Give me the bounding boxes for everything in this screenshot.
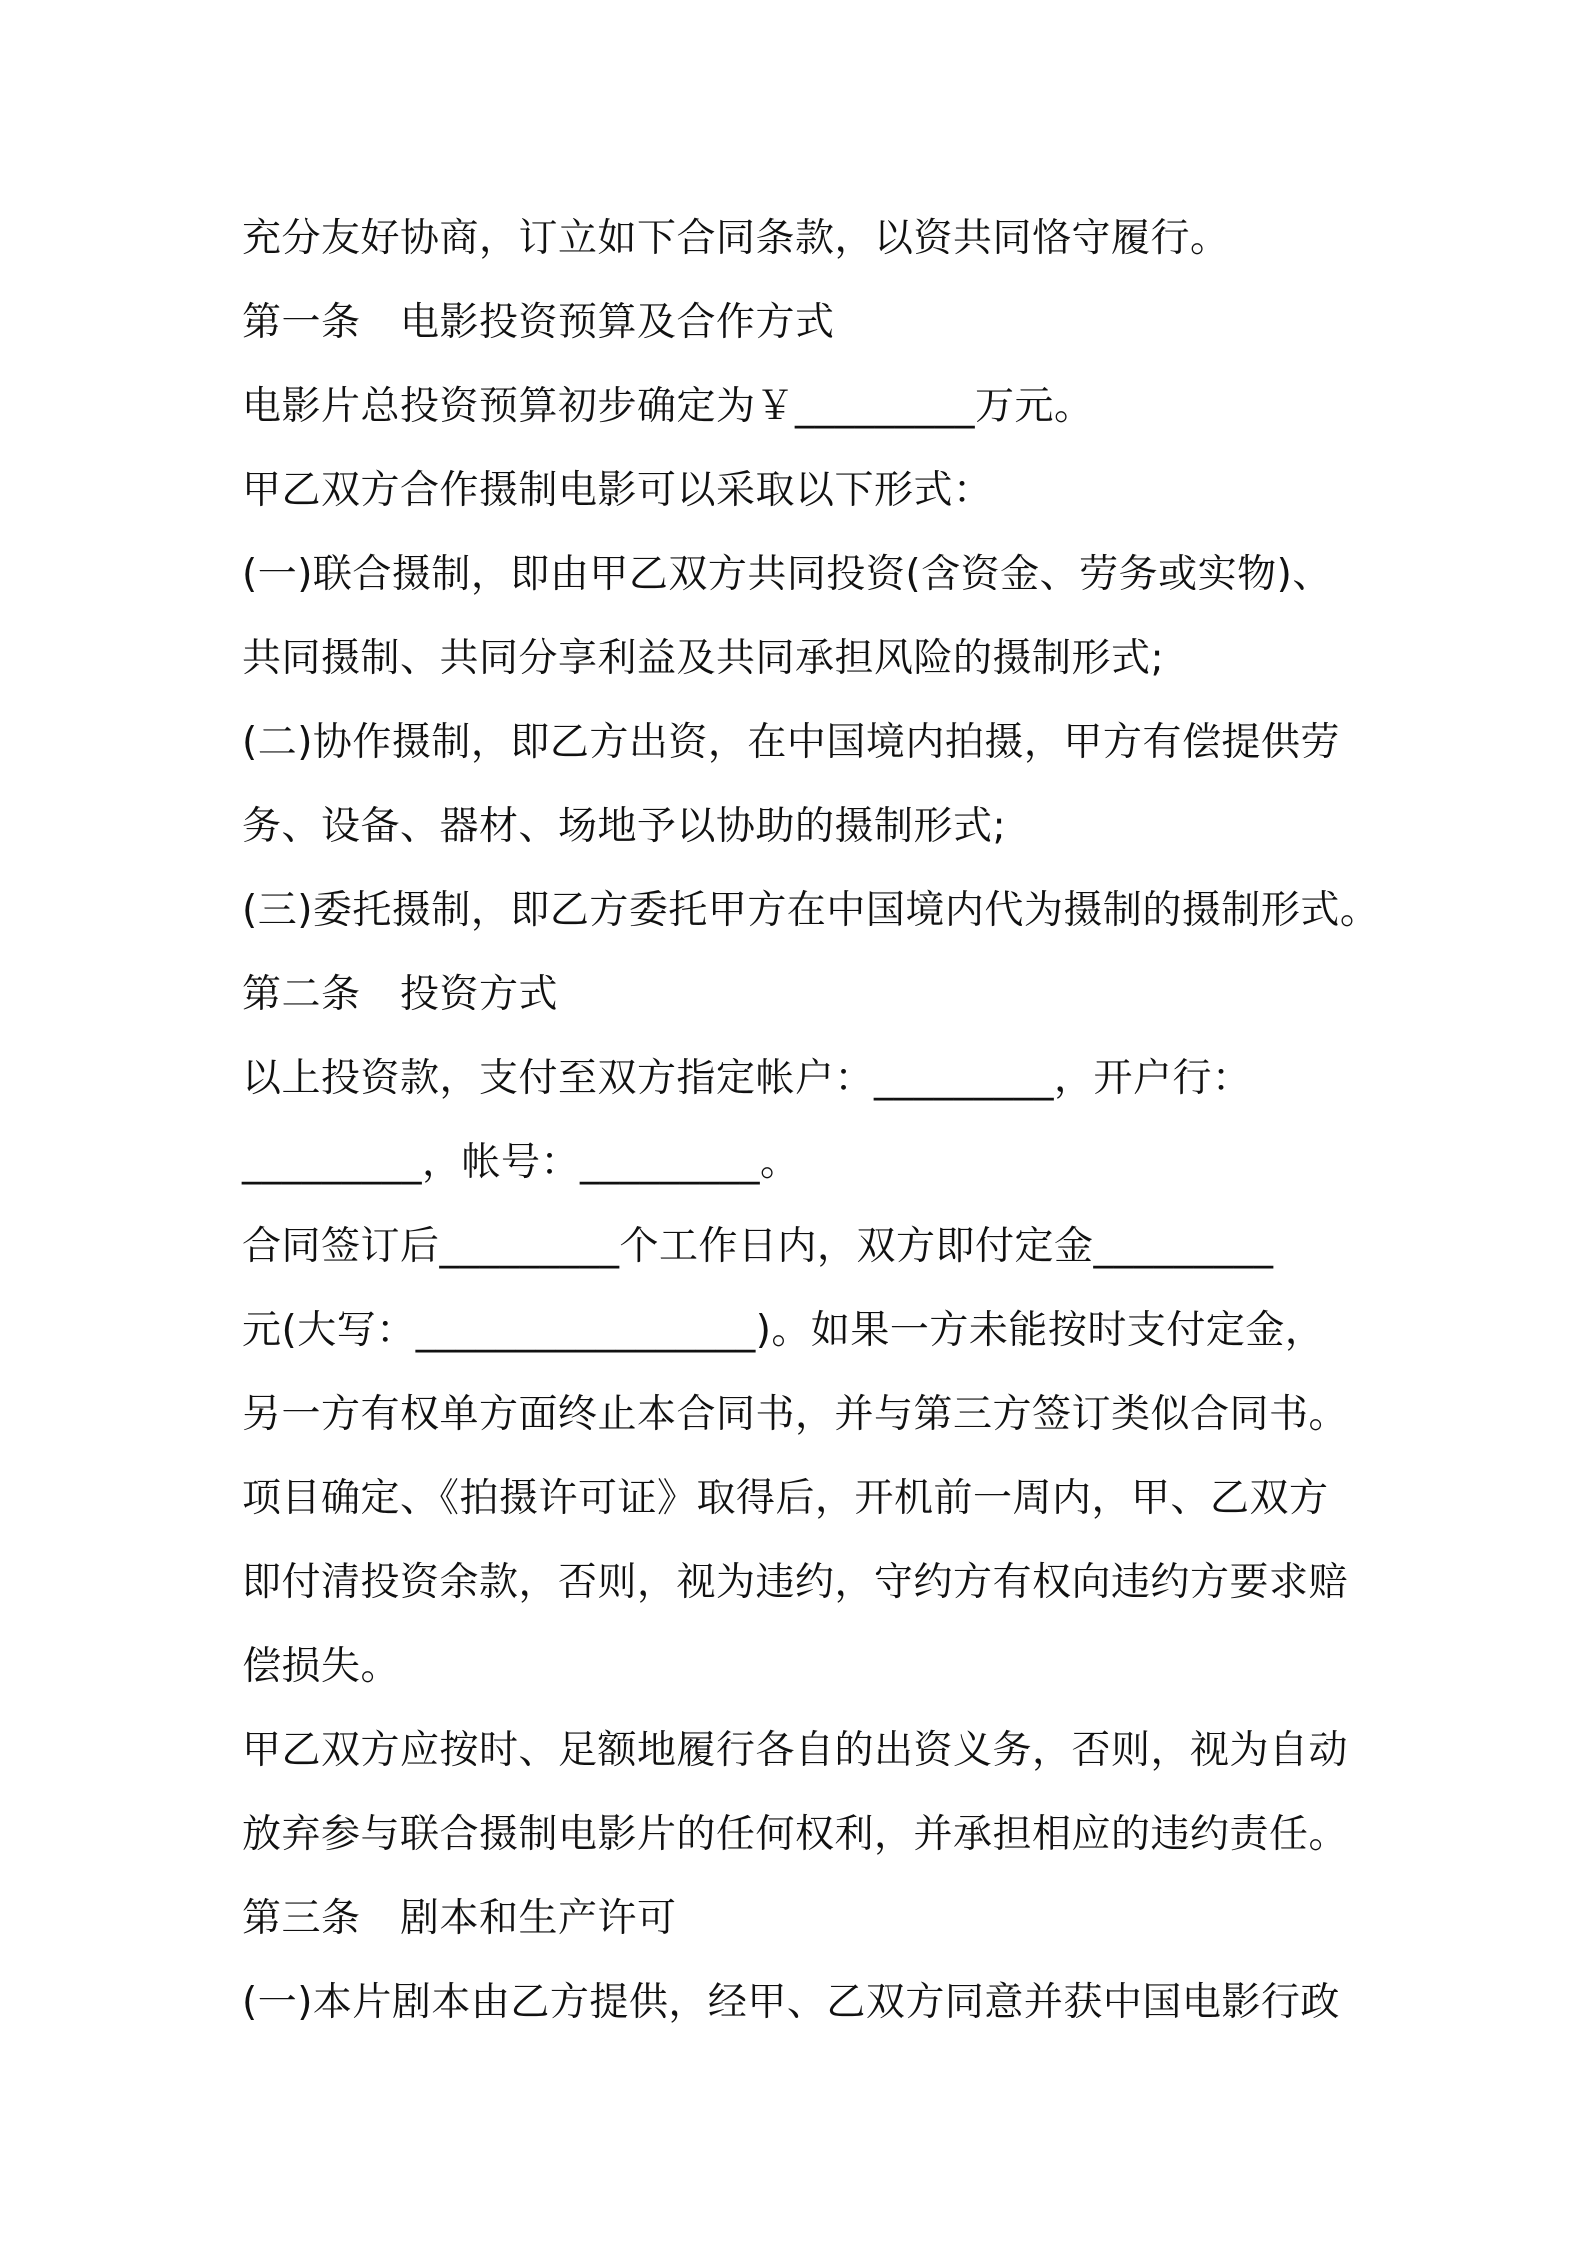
paragraph-line-8: 务、设备、器材、场地予以协助的摄制形式; [242,804,1007,849]
paragraph-line-5: (一)联合摄制，即由甲乙双方共同投资(含资金、劳务或实物)、 [242,552,1332,597]
paragraph-line-15: 另一方有权单方面终止本合同书，并与第三方签订类似合同书。 [242,1392,1349,1437]
paragraph-line-4: 甲乙双方合作摄制电影可以采取以下形式： [242,468,993,513]
article-3-heading: 第三条 剧本和生产许可 [242,1896,677,1941]
paragraph-line-20: 放弃参与联合摄制电影片的任何权利，并承担相应的违约责任。 [242,1812,1349,1857]
contract-body [242,197,1382,2045]
paragraph-line-14: 元(大写：_________________)。如果一方未能按时支付定金， [242,1308,1325,1353]
paragraph-line-7: (二)协作摄制，即乙方出资，在中国境内拍摄，甲方有偿提供劳 [242,720,1340,765]
paragraph-line-16: 项目确定、《拍摄许可证》取得后，开机前一周内，甲、乙双方 [242,1476,1329,1521]
paragraph-line-18: 偿损失。 [242,1644,401,1689]
paragraph-line-1: 充分友好协商，订立如下合同条款，以资共同恪守履行。 [242,216,1230,261]
paragraph-line-3: 电影片总投资预算初步确定为￥_________万元。 [242,384,1094,429]
paragraph-line-22: (一)本片剧本由乙方提供，经甲、乙双方同意并获中国电影行政 [242,1980,1340,2025]
article-2-heading: 第二条 投资方式 [242,972,559,1017]
paragraph-line-12: _________，帐号：_________。 [242,1140,800,1185]
paragraph-line-9: (三)委托摄制，即乙方委托甲方在中国境内代为摄制的摄制形式。 [242,888,1380,933]
paragraph-line-6: 共同摄制、共同分享利益及共同承担风险的摄制形式; [242,636,1165,681]
paragraph-line-11: 以上投资款，支付至双方指定帐户：_________，开户行： [242,1056,1252,1101]
paragraph-line-13: 合同签订后_________个工作日内，双方即付定金_________ [242,1224,1274,1269]
article-1-heading: 第一条 电影投资预算及合作方式 [242,300,835,345]
paragraph-line-19: 甲乙双方应按时、足额地履行各自的出资义务，否则，视为自动 [242,1728,1349,1773]
paragraph-line-17: 即付清投资余款，否则，视为违约，守约方有权向违约方要求赔 [242,1560,1349,1605]
